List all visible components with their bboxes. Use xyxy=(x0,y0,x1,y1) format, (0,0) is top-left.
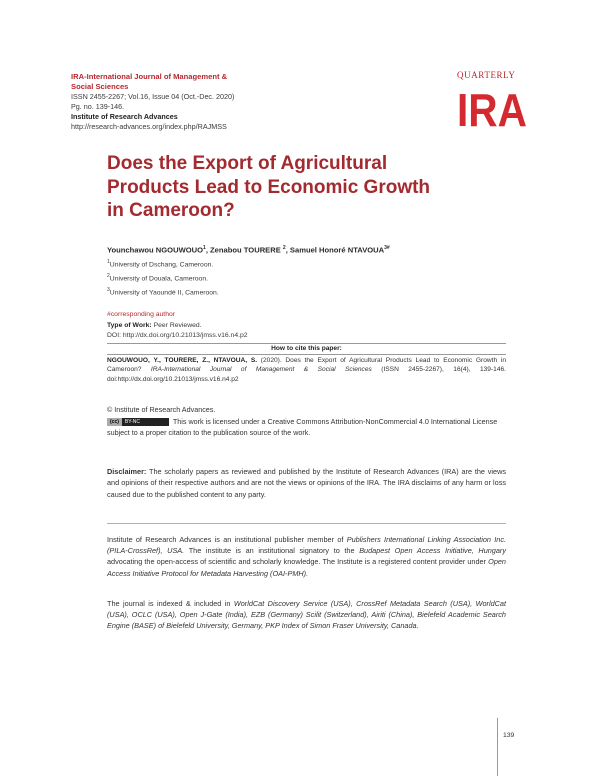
paper-title xyxy=(107,152,467,223)
journal-header xyxy=(71,72,371,132)
affiliation xyxy=(107,271,219,285)
cc-badge-icon[interactable] xyxy=(107,418,169,426)
affiliation-sup: 2 xyxy=(107,272,110,279)
divider xyxy=(107,523,506,524)
work-type xyxy=(107,321,248,331)
para-italic: WorldCat Discovery Service (USA), CrossRef Metadata Search (USA), WorldCat (USA), OCLC (USA), Open J-Gate (India), EZB (Germany) Scilit (Switzerland), Airiti (China), Bielefeld Academic Search Engine (BASE) of Bielefeld University, Germany, PKP Index of Simon Fraser University, Canada. xyxy=(107,599,506,631)
citation-journal: IRA-International Journal of Management & Social Sciences xyxy=(150,366,372,373)
journal-url[interactable]: http://research-advances.org/index.php/RAJMSS xyxy=(71,122,227,131)
affiliations xyxy=(107,257,219,298)
page-number-box xyxy=(497,718,528,776)
author-sup: 3# xyxy=(384,245,390,251)
para-italic: Open Access Initiative Protocol for Metadata Harvesting (OAI-PMH). xyxy=(107,557,506,578)
para-italic: Publishers International Linking Association Inc. (PILA-CrossRef), USA. xyxy=(107,535,506,556)
author-sup: 1 xyxy=(203,245,206,251)
affiliation-text: University of Douala, Cameroon. xyxy=(109,275,209,283)
citation-authors: NGOUWOUO, Y., TOURERE, Z., NTAVOUA, S. xyxy=(107,356,258,364)
journal-publisher: Institute of Research Advances xyxy=(71,112,178,121)
cc-badge-left: (cc) xyxy=(107,418,122,426)
affiliation-sup: 1 xyxy=(107,259,110,265)
para-text: The journal is indexed & included in xyxy=(107,599,234,608)
journal-name-line2: Social Sciences xyxy=(71,82,129,91)
journal-pages: Pg. no. 139-146. xyxy=(71,102,125,111)
citation-text xyxy=(107,356,506,385)
para-text: The institute is an institutional signatory to the xyxy=(184,546,360,556)
author-name: , Zenabou TOURERE xyxy=(205,245,283,255)
ira-logo-mark: IRA xyxy=(457,86,527,128)
affiliation xyxy=(107,257,219,271)
ira-logo xyxy=(457,86,529,128)
journal-name: IRA-International Journal of Management & xyxy=(71,72,228,81)
quarterly-label: QUARTERLY xyxy=(457,70,516,80)
license-sentence: This work is licensed under a Creative Commons Attribution-NonCommercial 4.0 International License subject to a proper citation to the publication source of the work. xyxy=(107,416,498,437)
work-type-label: Type of Work: xyxy=(107,322,152,329)
author-name: , Samuel Honoré NTAVOUA xyxy=(285,245,385,255)
disclaimer xyxy=(107,466,506,500)
para-text: advocating the open-access of scientific and scholarly knowledge. The Institute is a registered content provider under xyxy=(107,557,489,567)
citation-part: (2020). Does the Export of Agricultural Products Lead to Economic Growth in Cameroon? xyxy=(107,356,506,373)
affiliation xyxy=(107,285,219,299)
citation-part: (ISSN 2455-2267), 16(4), 139-146. doi:http://dx.doi.org/10.21013/jmss.v16.n4.p2 xyxy=(107,366,506,383)
cc-badge-right: BY-NC xyxy=(122,418,143,426)
citation-box xyxy=(107,343,506,384)
work-info xyxy=(107,321,248,340)
author-sup: 2 xyxy=(282,245,286,251)
work-type-value: Peer Reviewed. xyxy=(151,322,202,329)
author-name: Younchawou NGOUWOUO xyxy=(107,245,204,255)
copyright: © Institute of Research Advances. xyxy=(107,405,216,414)
license-text xyxy=(107,416,506,439)
affiliation-sup: 3 xyxy=(107,286,110,293)
title-line: in Cameroon? xyxy=(107,200,235,221)
license-block xyxy=(107,404,506,439)
page-number: 139 xyxy=(503,732,515,739)
author-list xyxy=(107,245,527,255)
affiliation-text: University of Yaoundé II, Cameroon. xyxy=(109,288,219,296)
disclaimer-label: Disclaimer: xyxy=(107,467,147,476)
doi-link[interactable]: DOI: http://dx.doi.org/10.21013/jmss.v16.n4.p2 xyxy=(107,331,248,339)
para-text: Institute of Research Advances is an institutional publisher member of xyxy=(107,535,347,544)
title-line: Products Lead to Economic Growth xyxy=(107,176,431,198)
indexing-paragraph xyxy=(107,598,506,632)
corresponding-author: #corresponding author xyxy=(107,311,176,318)
disclaimer-text: The scholarly papers as reviewed and published by the Institute of Research Advances (IRA) are the views and opinions of their respective authors and are not the views or opinions of the IRA. The IRA disclaims of any harm or loss caused due to the published content to any party. xyxy=(107,467,506,499)
journal-issn: ISSN 2455-2267; Vol.16, Issue 04 (Oct.-Dec. 2020) xyxy=(71,92,235,101)
citation-heading: How to cite this paper: xyxy=(107,343,506,355)
title-line: Does the Export of Agricultural xyxy=(107,153,388,174)
affiliation-text: University of Dschang, Cameroon. xyxy=(109,261,214,269)
institute-paragraph xyxy=(107,534,506,579)
para-italic: Budapest Open Access Initiative, Hungary xyxy=(359,546,507,556)
